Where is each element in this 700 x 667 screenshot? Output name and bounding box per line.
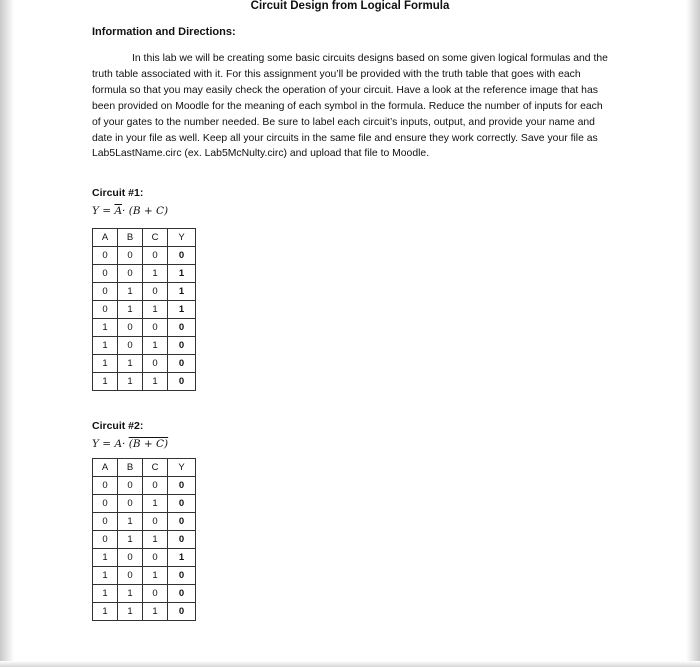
- formula-term-b-or-c: (B + C): [128, 205, 169, 217]
- truth-table-row: [93, 531, 196, 549]
- truth-table-row: [93, 549, 196, 567]
- cell-y: 0: [168, 373, 196, 391]
- cell-a: 1: [93, 319, 118, 337]
- truth-table-row: [93, 477, 196, 495]
- section-heading: Information and Directions:: [92, 26, 236, 38]
- header-c: C: [143, 229, 168, 247]
- cell-c: 0: [143, 585, 168, 603]
- cell-a: 1: [93, 373, 118, 391]
- cell-a: 0: [93, 265, 118, 283]
- cell-y: 0: [168, 495, 196, 513]
- truth-table-row: [93, 301, 196, 319]
- truth-table-row: [93, 283, 196, 301]
- page-shadow-bottom: [0, 661, 700, 667]
- cell-c: 1: [143, 567, 168, 585]
- circuit-1-truth-table-body: [93, 247, 196, 391]
- truth-table-row: [93, 603, 196, 621]
- cell-b: 1: [118, 355, 143, 373]
- header-b: B: [118, 459, 143, 477]
- cell-y: 0: [168, 319, 196, 337]
- cell-b: 1: [118, 301, 143, 319]
- formula-output: Y: [92, 438, 99, 450]
- page-shadow-left: [0, 0, 14, 667]
- cell-y: 1: [168, 283, 196, 301]
- truth-table-header-row: [93, 229, 196, 247]
- truth-table-row: [93, 247, 196, 265]
- truth-table-row: [93, 585, 196, 603]
- cell-c: 0: [143, 283, 168, 301]
- cell-c: 1: [143, 337, 168, 355]
- formula-term-b-or-c-negated: (B + C): [128, 438, 169, 450]
- cell-c: 0: [143, 247, 168, 265]
- page-shadow-right: [686, 0, 700, 667]
- formula-term-a-negated: $\overline{A}$: [114, 205, 123, 217]
- cell-a: 0: [93, 247, 118, 265]
- cell-a: 1: [93, 585, 118, 603]
- cell-b: 0: [118, 495, 143, 513]
- circuit-1-truth-table: [92, 228, 196, 391]
- cell-b: 1: [118, 373, 143, 391]
- cell-c: 0: [143, 319, 168, 337]
- cell-b: 0: [118, 549, 143, 567]
- formula-and-dot: ·: [122, 438, 126, 450]
- cell-y: 0: [168, 531, 196, 549]
- page-title: Circuit Design from Logical Formula: [250, 0, 450, 12]
- cell-b: 1: [118, 585, 143, 603]
- cell-y: 0: [168, 355, 196, 373]
- cell-y: 1: [168, 549, 196, 567]
- cell-c: 1: [143, 495, 168, 513]
- truth-table-row: [93, 373, 196, 391]
- truth-table-row: [93, 567, 196, 585]
- formula-equals: =: [102, 438, 112, 450]
- cell-b: 0: [118, 247, 143, 265]
- cell-b: 1: [118, 603, 143, 621]
- cell-y: 0: [168, 337, 196, 355]
- cell-a: 1: [93, 567, 118, 585]
- circuit-1-title: Circuit #1:: [92, 187, 144, 199]
- header-y: Y: [168, 229, 196, 247]
- header-a: A: [93, 459, 118, 477]
- cell-y: 0: [168, 477, 196, 495]
- cell-a: 1: [93, 603, 118, 621]
- truth-table-row: [93, 265, 196, 283]
- cell-c: 0: [143, 355, 168, 373]
- circuit-1-formula: [92, 205, 168, 217]
- truth-table-header-row: [93, 459, 196, 477]
- truth-table-row: [93, 337, 196, 355]
- cell-a: 0: [93, 301, 118, 319]
- cell-y: 0: [168, 603, 196, 621]
- header-a: A: [93, 229, 118, 247]
- truth-table-row: [93, 495, 196, 513]
- cell-a: 1: [93, 337, 118, 355]
- cell-c: 0: [143, 549, 168, 567]
- cell-b: 1: [118, 513, 143, 531]
- cell-a: 0: [93, 283, 118, 301]
- cell-b: 0: [118, 265, 143, 283]
- cell-b: 1: [118, 283, 143, 301]
- cell-c: 1: [143, 531, 168, 549]
- cell-y: 1: [168, 301, 196, 319]
- header-c: C: [143, 459, 168, 477]
- cell-b: 0: [118, 567, 143, 585]
- circuit-2-title: Circuit #2:: [92, 420, 144, 432]
- cell-c: 1: [143, 373, 168, 391]
- cell-y: 0: [168, 585, 196, 603]
- cell-a: 0: [93, 477, 118, 495]
- directions-paragraph: In this lab we will be creating some basic circuits designs based on some given logical formulas and the truth table associated with it. For this assignment you’ll be provided with the truth table that goes with each formula so that you may easily check the operation of your circuit. Have a look at the reference image that has been provided on Moodle for the meaning of each symbol in the formula. Reduce the number of inputs for each of your gates to the number needed. Be sure to label each circuit’s inputs, output, and provide your name and date in your file as well. Keep all your circuits in the same file and ensure they work correctly. Save your file as Lab5LastName.circ (ex. Lab5McNulty.circ) and upload that file to Moodle.: [92, 53, 608, 160]
- cell-a: 1: [93, 355, 118, 373]
- header-b: B: [118, 229, 143, 247]
- circuit-2-truth-table-body: [93, 477, 196, 621]
- cell-a: 1: [93, 549, 118, 567]
- cell-c: 1: [143, 301, 168, 319]
- cell-y: 1: [168, 265, 196, 283]
- cell-b: 0: [118, 319, 143, 337]
- formula-and-dot: ·: [122, 205, 126, 217]
- formula-equals: =: [102, 205, 112, 217]
- circuit-2-truth-table: [92, 458, 196, 621]
- cell-y: 0: [168, 247, 196, 265]
- cell-y: 0: [168, 513, 196, 531]
- cell-c: 1: [143, 603, 168, 621]
- formula-term-a: A: [114, 438, 123, 450]
- cell-a: 0: [93, 495, 118, 513]
- cell-b: 0: [118, 337, 143, 355]
- truth-table-row: [93, 513, 196, 531]
- cell-c: 0: [143, 477, 168, 495]
- truth-table-row: [93, 319, 196, 337]
- cell-a: 0: [93, 513, 118, 531]
- formula-output: Y: [92, 205, 99, 217]
- cell-c: 1: [143, 265, 168, 283]
- cell-y: 0: [168, 567, 196, 585]
- cell-b: 1: [118, 531, 143, 549]
- cell-a: 0: [93, 531, 118, 549]
- cell-b: 0: [118, 477, 143, 495]
- cell-c: 0: [143, 513, 168, 531]
- header-y: Y: [168, 459, 196, 477]
- circuit-2-formula: [92, 438, 168, 450]
- truth-table-row: [93, 355, 196, 373]
